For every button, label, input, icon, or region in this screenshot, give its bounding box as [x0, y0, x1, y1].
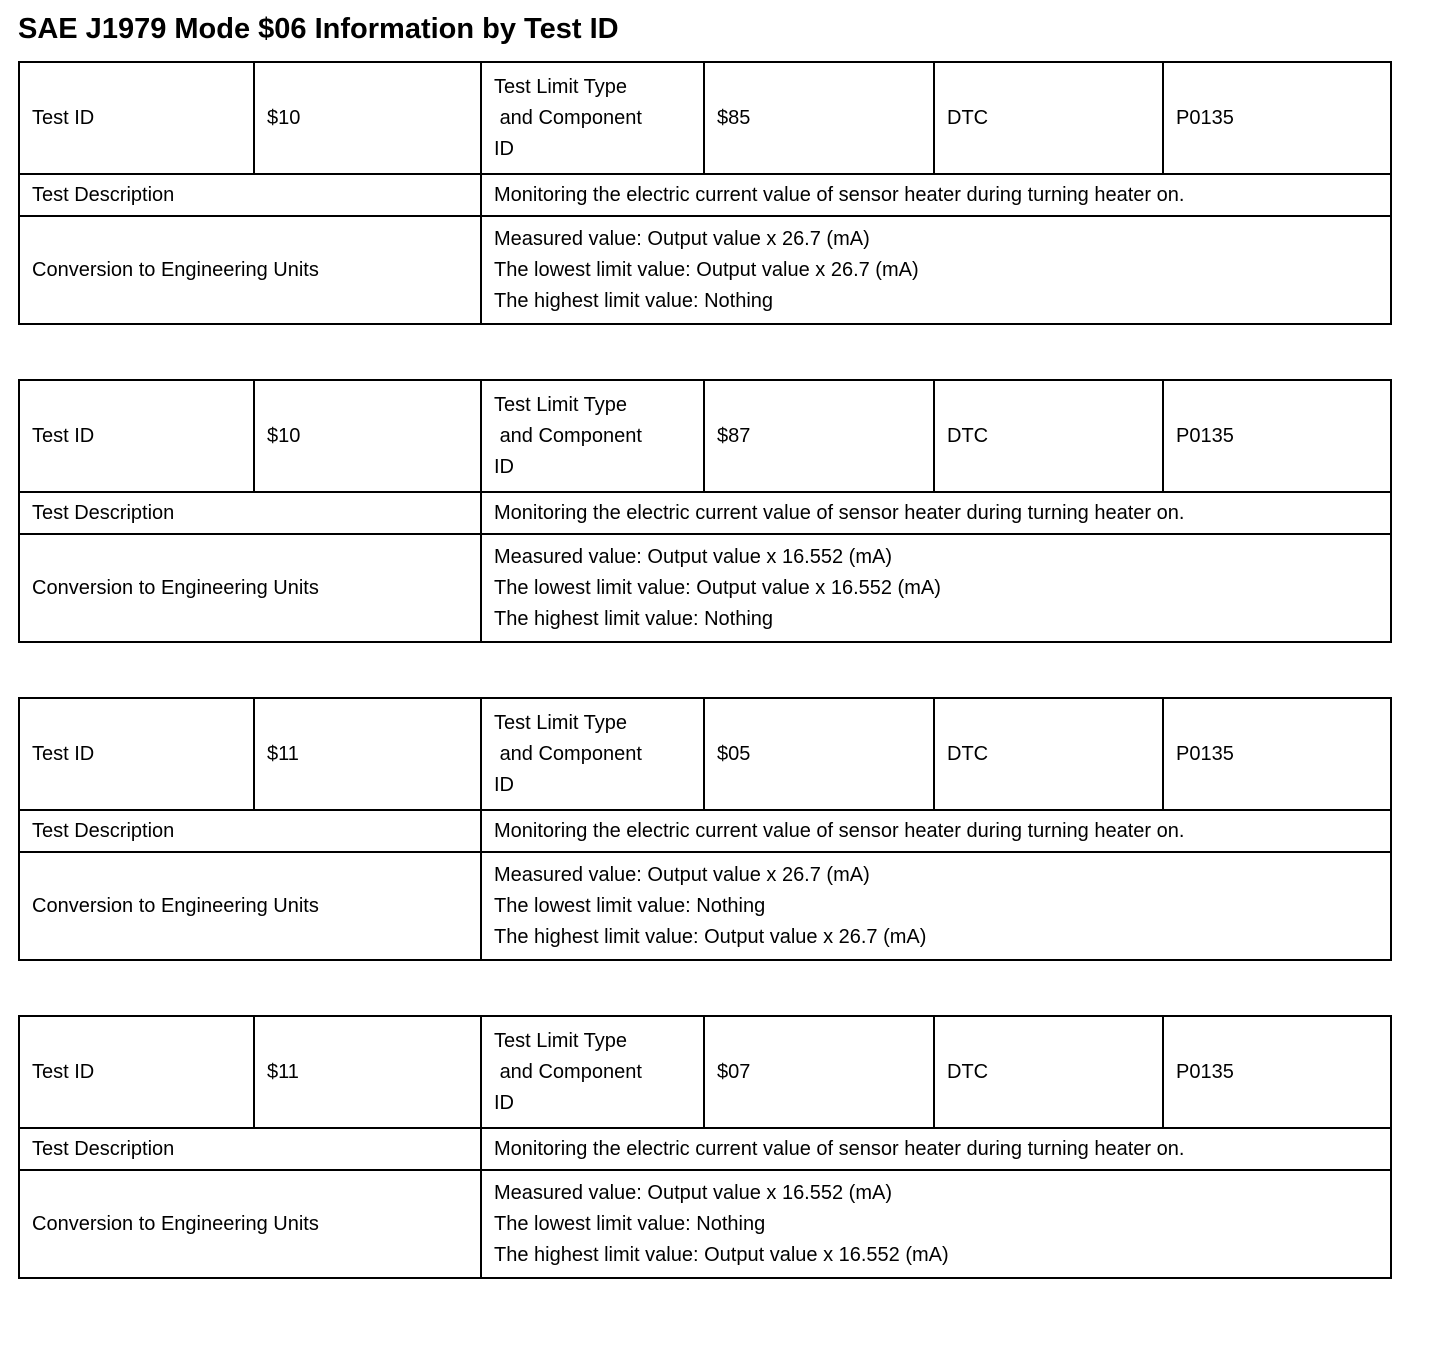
- test-description-label: Test Description: [19, 1128, 481, 1170]
- test-id-label: Test ID: [19, 698, 254, 810]
- test-description-value: Monitoring the electric current value of sensor heater during turning heater on.: [481, 810, 1391, 852]
- test-id-label: Test ID: [19, 1016, 254, 1128]
- conversion-line-measured: Measured value: Output value x 26.7 (mA): [494, 863, 870, 886]
- conversion-line-highest: The highest limit value: Output value x 26.7 (mA): [494, 925, 927, 948]
- dtc-value: P0135: [1163, 1016, 1391, 1128]
- conversion-value: [481, 1170, 1391, 1278]
- conversion-line-highest: The highest limit value: Output value x 16.552 (mA): [494, 1243, 949, 1266]
- page-title: SAE J1979 Mode $06 Information by Test ID: [18, 13, 619, 45]
- test-id-value: $10: [254, 62, 481, 174]
- test-description-value: Monitoring the electric current value of sensor heater during turning heater on.: [481, 174, 1391, 216]
- conversion-line-lowest: The lowest limit value: Nothing: [494, 1212, 766, 1235]
- conversion-label: Conversion to Engineering Units: [19, 1170, 481, 1278]
- conversion-line-measured: Measured value: Output value x 26.7 (mA): [494, 227, 870, 250]
- test-spec-table-1: [18, 61, 1392, 325]
- conversion-line-lowest: The lowest limit value: Nothing: [494, 894, 766, 917]
- test-id-label: Test ID: [19, 380, 254, 492]
- conversion-value: [481, 852, 1391, 960]
- component-id-value: $87: [704, 380, 934, 492]
- conversion-line-measured: Measured value: Output value x 16.552 (mA): [494, 545, 892, 568]
- test-id-value: $10: [254, 380, 481, 492]
- dtc-value: P0135: [1163, 698, 1391, 810]
- test-description-value: Monitoring the electric current value of sensor heater during turning heater on.: [481, 492, 1391, 534]
- conversion-line-lowest: The lowest limit value: Output value x 16.552 (mA): [494, 576, 941, 599]
- conversion-line-lowest: The lowest limit value: Output value x 26.7 (mA): [494, 258, 919, 281]
- dtc-label: DTC: [934, 1016, 1163, 1128]
- conversion-line-highest: The highest limit value: Nothing: [494, 289, 774, 312]
- conversion-label: Conversion to Engineering Units: [19, 852, 481, 960]
- test-spec-table-4: [18, 1015, 1392, 1279]
- test-limit-type-label: Test Limit Type and Component ID: [481, 62, 704, 174]
- conversion-value: [481, 534, 1391, 642]
- test-limit-type-label: Test Limit Type and Component ID: [481, 380, 704, 492]
- conversion-line-measured: Measured value: Output value x 16.552 (mA): [494, 1181, 892, 1204]
- test-limit-type-label: Test Limit Type and Component ID: [481, 698, 704, 810]
- test-description-label: Test Description: [19, 492, 481, 534]
- test-id-value: $11: [254, 1016, 481, 1128]
- conversion-value: [481, 216, 1391, 324]
- test-id-label: Test ID: [19, 62, 254, 174]
- test-limit-type-label: Test Limit Type and Component ID: [481, 1016, 704, 1128]
- test-description-value: Monitoring the electric current value of sensor heater during turning heater on.: [481, 1128, 1391, 1170]
- test-description-label: Test Description: [19, 810, 481, 852]
- component-id-value: $05: [704, 698, 934, 810]
- test-spec-table-2: [18, 379, 1392, 643]
- component-id-value: $85: [704, 62, 934, 174]
- test-id-value: $11: [254, 698, 481, 810]
- test-spec-table-3: [18, 697, 1392, 961]
- component-id-value: $07: [704, 1016, 934, 1128]
- conversion-label: Conversion to Engineering Units: [19, 216, 481, 324]
- dtc-label: DTC: [934, 698, 1163, 810]
- dtc-label: DTC: [934, 380, 1163, 492]
- conversion-line-highest: The highest limit value: Nothing: [494, 607, 774, 630]
- dtc-value: P0135: [1163, 380, 1391, 492]
- dtc-value: P0135: [1163, 62, 1391, 174]
- conversion-label: Conversion to Engineering Units: [19, 534, 481, 642]
- test-description-label: Test Description: [19, 174, 481, 216]
- dtc-label: DTC: [934, 62, 1163, 174]
